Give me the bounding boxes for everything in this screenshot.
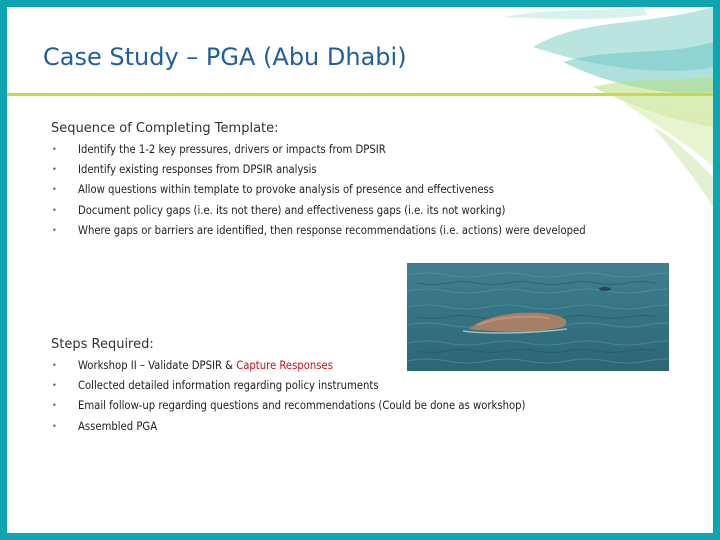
bullet-icon: • bbox=[52, 381, 57, 392]
bullet-icon: • bbox=[52, 205, 57, 216]
list-item: • Identify the 1-2 key pressures, drivers or impacts from DPSIR bbox=[51, 140, 586, 160]
sequence-heading: Sequence of Completing Template: bbox=[51, 121, 279, 136]
bullet-icon: • bbox=[52, 421, 57, 432]
bullet-icon: • bbox=[52, 165, 57, 176]
bullet-icon: • bbox=[52, 225, 57, 236]
sequence-section bbox=[51, 121, 586, 241]
title-divider bbox=[7, 93, 713, 96]
steps-section bbox=[51, 337, 525, 437]
bullet-icon: • bbox=[52, 185, 57, 196]
bullet-icon: • bbox=[52, 401, 57, 412]
list-item: • Identify existing responses from DPSIR analysis bbox=[51, 160, 586, 180]
highlight-text: Capture Responses bbox=[236, 359, 333, 372]
sequence-list bbox=[51, 140, 586, 241]
slide bbox=[7, 7, 713, 533]
list-item: • Allow questions within template to provoke analysis of presence and effectiveness bbox=[51, 180, 586, 200]
bullet-icon: • bbox=[52, 145, 57, 155]
list-item: • Collected detailed information regarding policy instruments bbox=[51, 376, 525, 396]
list-item: • Workshop II – Validate DPSIR & Capture Responses bbox=[51, 356, 525, 376]
page-title: Case Study – PGA (Abu Dhabi) bbox=[43, 43, 407, 71]
list-item: • Document policy gaps (i.e. its not there) and effectiveness gaps (i.e. its not working) bbox=[51, 201, 586, 221]
steps-list bbox=[51, 356, 525, 437]
bullet-icon: • bbox=[52, 361, 57, 371]
list-item: • Email follow-up regarding questions and recommendations (Could be done as workshop) bbox=[51, 396, 525, 416]
steps-heading: Steps Required: bbox=[51, 337, 154, 352]
list-item: • Assembled PGA bbox=[51, 417, 525, 437]
list-item: • Where gaps or barriers are identified, then response recommendations (i.e. actions) were developed bbox=[51, 221, 586, 241]
